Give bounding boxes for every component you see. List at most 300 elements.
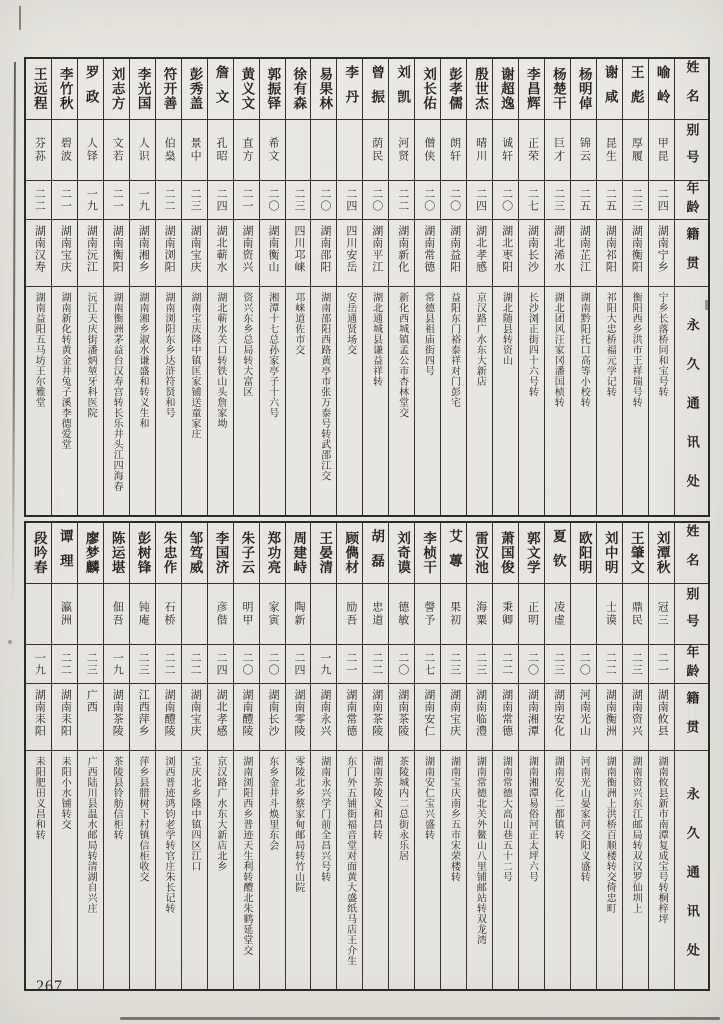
person-alias-text: 人识 [137, 137, 150, 163]
person-name [26, 523, 51, 584]
person-address-text: 湖南黔阳托口高等小校转 [578, 292, 590, 408]
person-address [104, 287, 129, 515]
person-address [571, 287, 596, 515]
person-alias-text: 锦云 [578, 137, 591, 163]
person-address-text: 河南光山晏家河交阳义盛转 [578, 756, 590, 882]
person-address [208, 287, 233, 515]
person-column [234, 59, 260, 515]
person-address [156, 751, 181, 989]
person-alias [467, 584, 492, 645]
person-age [519, 645, 544, 684]
person-age [208, 181, 233, 220]
person-name-text: 欧阳明 [576, 531, 592, 575]
person-address-text: 湖南新化转黄金井兔子溪李德爱堂 [59, 292, 71, 450]
person-address-text: 湖南邵阳西路黄亭市张万泰号转武邵江交 [318, 292, 330, 481]
person-origin [571, 220, 596, 287]
person-address [493, 751, 518, 989]
person-origin-text: 湖北枣阳 [500, 225, 513, 273]
person-origin-text: 湖南耒阳 [33, 689, 46, 737]
person-address-text: 京汉路广水东大新店 [474, 292, 486, 387]
person-origin-text: 湖南茶陵 [396, 689, 409, 737]
person-name-text: 萧国俊 [498, 531, 514, 575]
person-age [260, 645, 285, 684]
person-name-text: 李桢干 [421, 531, 437, 575]
person-origin-text: 湖北孝感 [474, 225, 487, 273]
person-name [415, 59, 440, 120]
person-name-text: 朱子云 [239, 531, 255, 575]
person-origin [260, 684, 285, 751]
person-address-text: 湖北通城县谦益祥转 [370, 292, 382, 387]
person-name [545, 59, 570, 120]
person-column [104, 523, 130, 989]
person-alias [182, 584, 207, 645]
person-alias [130, 120, 155, 181]
person-alias [337, 584, 362, 645]
person-address-text: 茶陵城内二总街永乐居 [396, 756, 408, 861]
person-address-text: 湖南宝庆隆中镇匡家铺送童家庄 [188, 292, 200, 439]
person-column [467, 523, 493, 989]
person-origin-text: 湖南茶陵 [370, 689, 383, 737]
person-origin-text: 湖南醴陵 [241, 689, 254, 737]
person-origin [493, 220, 518, 287]
person-origin-text: 湖南新化 [396, 225, 409, 273]
person-alias-text: 朗轩 [448, 137, 461, 163]
person-address [260, 287, 285, 515]
person-age [208, 645, 233, 684]
person-alias-text: 荫民 [370, 137, 383, 163]
person-column [260, 523, 286, 989]
person-alias [493, 584, 518, 645]
person-origin [311, 220, 336, 287]
person-origin-text: 湖北蕲水 [215, 225, 228, 273]
person-address [415, 287, 440, 515]
person-origin [337, 220, 362, 287]
person-column [130, 59, 156, 515]
person-origin [363, 684, 388, 751]
person-name-text: 廖梦麟 [83, 531, 99, 575]
person-name-text: 王彪 [628, 64, 644, 114]
person-address-text: 湖南湘潭易俗河正太坪六号 [526, 756, 538, 882]
column-header-text: 姓名 [684, 60, 700, 118]
person-address-text: 湖北蕲水关口转铁山头詹家坳 [214, 292, 226, 429]
person-alias [467, 120, 492, 181]
person-column [156, 523, 182, 989]
person-age-text: 二四 [474, 188, 487, 212]
person-age-text: 二一 [344, 652, 357, 676]
person-name [260, 523, 285, 584]
person-column [234, 523, 260, 989]
person-origin-text: 湖南安仁 [422, 689, 435, 737]
person-age-text: 二三 [448, 652, 461, 676]
person-age-text: 二〇 [500, 188, 513, 212]
person-column [311, 523, 337, 989]
person-alias [337, 120, 362, 181]
person-origin-text: 湖南祁阳 [604, 225, 617, 273]
person-name [441, 59, 466, 120]
person-address [286, 287, 311, 515]
person-alias-text: 正荣 [526, 137, 539, 163]
person-address [571, 751, 596, 989]
person-name-text: 周建峙 [291, 531, 307, 575]
person-age-text: 二〇 [318, 188, 331, 212]
person-address-text: 湖南常德大高山巷五十二号 [500, 756, 512, 882]
person-name-text: 彭树锋 [135, 531, 151, 575]
person-origin [337, 684, 362, 751]
person-age [26, 181, 51, 220]
person-origin [545, 684, 570, 751]
person-alias-text: 孔昭 [215, 137, 228, 163]
person-alias [260, 584, 285, 645]
person-name-text: 喻岭 [654, 64, 670, 114]
person-column [597, 59, 623, 515]
person-alias [519, 120, 544, 181]
person-alias [52, 120, 77, 181]
person-origin [545, 220, 570, 287]
person-age-text: 二二 [163, 652, 176, 676]
person-address [78, 287, 103, 515]
person-address [286, 751, 311, 989]
person-alias-text: 石桥 [163, 601, 176, 627]
person-name-text: 雷汉池 [472, 531, 488, 575]
person-column [337, 59, 363, 515]
person-address [389, 751, 414, 989]
person-origin [597, 684, 622, 751]
person-alias [78, 120, 103, 181]
person-name [208, 59, 233, 120]
person-age-text: 二二 [370, 652, 383, 676]
person-column [519, 59, 545, 515]
person-origin-text: 四川安岳 [344, 225, 357, 273]
person-age [104, 181, 129, 220]
person-address [493, 287, 518, 515]
person-origin [649, 220, 674, 287]
person-address-text: 湖北随县转资山 [500, 292, 512, 366]
person-origin-text: 湖南芷江 [578, 225, 591, 273]
person-alias [208, 584, 233, 645]
person-name-text: 郭振铎 [265, 67, 281, 111]
person-address-text: 耒阳小水铺转交 [59, 756, 71, 830]
person-alias-text: 希文 [266, 137, 279, 163]
person-origin [649, 684, 674, 751]
person-name-text: 刘长佑 [421, 67, 437, 111]
person-origin-text: 湖南汉寿 [33, 225, 46, 273]
person-age [78, 181, 103, 220]
person-column [208, 523, 234, 989]
column-header-text: 籍贯 [684, 690, 700, 749]
person-age-text: 二一 [111, 188, 124, 212]
person-alias-text: 伯燊 [163, 137, 176, 163]
person-alias [571, 584, 596, 645]
column-header-text: 永久通讯处 [684, 318, 700, 513]
person-age [130, 645, 155, 684]
person-origin [519, 220, 544, 287]
person-origin [26, 220, 51, 287]
person-origin [286, 684, 311, 751]
person-age-text: 二二 [396, 188, 409, 212]
person-alias-text: 果初 [448, 601, 461, 627]
person-origin [493, 684, 518, 751]
person-alias [104, 584, 129, 645]
person-column [519, 523, 545, 989]
person-address-text: 湖南攸县新市南潭复成宝号转桐梓坪 [656, 756, 668, 924]
person-origin [156, 684, 181, 751]
person-age [52, 645, 77, 684]
person-alias-text: 陶新 [292, 601, 305, 627]
person-alias-text: 家寅 [266, 601, 279, 627]
person-origin [182, 220, 207, 287]
person-age [337, 645, 362, 684]
person-origin [208, 220, 233, 287]
person-alias-text: 甲昆 [656, 137, 669, 163]
person-age [519, 181, 544, 220]
person-alias-text: 碧波 [59, 137, 72, 163]
person-column [26, 523, 52, 989]
person-address-text: 祁阳大忠桥福元学记转 [604, 292, 616, 397]
person-alias [26, 120, 51, 181]
person-name-text: 符开善 [161, 67, 177, 111]
person-origin [467, 684, 492, 751]
person-address [182, 751, 207, 989]
person-age-text: 二三 [630, 652, 643, 676]
person-origin [52, 684, 77, 751]
person-name [519, 59, 544, 120]
person-age-text: 一九 [137, 188, 150, 212]
person-origin-text: 湖南衡山 [266, 225, 279, 273]
person-alias-text: 忠道 [370, 601, 383, 627]
person-age-text: 二〇 [526, 652, 539, 676]
person-name [311, 523, 336, 584]
person-age [623, 645, 648, 684]
person-age-text: 二三 [552, 188, 565, 212]
person-column [182, 59, 208, 515]
person-name [156, 523, 181, 584]
person-address [156, 287, 181, 515]
person-origin-text: 四川邛崃 [292, 225, 305, 273]
column-header [675, 120, 708, 181]
person-address-text: 湖南宝庆南乡五市宋荣楼转 [448, 756, 460, 882]
person-alias [286, 120, 311, 181]
person-alias [415, 120, 440, 181]
person-alias-text: 文若 [111, 137, 124, 163]
person-name-text: 彭秀盖 [187, 67, 203, 111]
person-name [623, 523, 648, 584]
person-name-text: 刘潭秋 [654, 531, 670, 575]
person-address-text: 耒阳肥田义昌和转 [33, 756, 45, 840]
person-alias [311, 120, 336, 181]
person-name [260, 59, 285, 120]
person-alias [182, 120, 207, 181]
person-origin [415, 684, 440, 751]
person-name [286, 59, 311, 120]
person-age-text: 一九 [85, 188, 98, 212]
person-age [467, 645, 492, 684]
person-address-text: 宁乡长落桥同和宝号转 [656, 292, 668, 397]
scan-artifact [8, 640, 12, 644]
person-name-text: 徐有森 [291, 67, 307, 111]
person-column [389, 59, 415, 515]
person-name-text: 李昌辉 [524, 67, 540, 111]
person-origin-text: 湖南安化 [552, 689, 565, 737]
person-name-text: 夏钦 [550, 528, 566, 578]
person-name-text: 王远程 [31, 67, 47, 111]
person-name-text: 刘凯 [395, 64, 411, 114]
person-name [156, 59, 181, 120]
person-name-text: 刘中明 [602, 531, 618, 575]
person-origin-text: 湖南沅江 [85, 225, 98, 273]
person-alias [649, 584, 674, 645]
person-origin-text: 湖南永兴 [318, 689, 331, 737]
person-name-text: 艾蓴 [447, 528, 463, 578]
person-age-text: 二七 [526, 188, 539, 212]
person-address [597, 751, 622, 989]
column-header-text: 年龄 [684, 645, 700, 683]
person-name [571, 523, 596, 584]
person-name [311, 59, 336, 120]
person-age-text: 二三 [474, 652, 487, 676]
person-age [493, 645, 518, 684]
person-origin [52, 220, 77, 287]
person-name [493, 59, 518, 120]
person-age-text: 二四 [215, 652, 228, 676]
person-address [415, 751, 440, 989]
column-header [675, 220, 708, 287]
person-address-text: 湖南永兴学门前全昌兴号转 [318, 756, 330, 882]
person-origin-text: 湖南攸县 [656, 689, 669, 737]
person-age [649, 181, 674, 220]
person-origin-text: 湖南临澧 [474, 689, 487, 737]
person-origin-text: 湖南零陵 [292, 689, 305, 737]
person-column [545, 523, 571, 989]
person-origin-text: 湖南益阳 [448, 225, 461, 273]
person-name [363, 59, 388, 120]
person-alias [260, 120, 285, 181]
person-alias [519, 584, 544, 645]
person-origin [389, 220, 414, 287]
person-age-text: 二〇 [370, 188, 383, 212]
person-address-text: 湘潭十七总孙家亭子十六号 [266, 292, 278, 418]
person-origin-text: 湖南宝庆 [189, 689, 202, 737]
person-address [441, 287, 466, 515]
person-name-text: 罗政 [83, 64, 99, 114]
person-address-text: 湖南益阳五马坊王尔雅堂 [33, 292, 45, 408]
person-age [311, 645, 336, 684]
person-address-text: 湖南安仁宝兴盛转 [422, 756, 434, 840]
person-alias-text: 瀛洲 [59, 601, 72, 627]
person-origin [286, 220, 311, 287]
person-age-text: 二三 [189, 188, 202, 212]
person-address [519, 751, 544, 989]
column-header [675, 181, 708, 220]
column-header-text: 别号 [684, 587, 700, 641]
column-header-text: 姓名 [684, 524, 700, 582]
person-origin-text: 湖北孝感 [215, 689, 228, 737]
person-alias-text: 励吾 [344, 601, 357, 627]
person-origin [130, 684, 155, 751]
person-age-text: 二〇 [266, 188, 279, 212]
person-name [545, 523, 570, 584]
person-alias [208, 120, 233, 181]
person-name-text: 郭文学 [524, 531, 540, 575]
person-age [649, 645, 674, 684]
person-age [337, 181, 362, 220]
person-age [286, 181, 311, 220]
person-address-text: 湖南浏阳西乡普迹天生利转醴北朱鹤延堂交 [240, 756, 252, 956]
person-origin [78, 684, 103, 751]
person-column [441, 523, 467, 989]
person-name-text: 谢超逸 [498, 67, 514, 111]
person-name [208, 523, 233, 584]
person-alias-text: 冠三 [656, 601, 669, 627]
person-column [52, 59, 78, 515]
person-age-text: 二二 [163, 188, 176, 212]
person-name [597, 59, 622, 120]
person-name-text: 李国济 [213, 531, 229, 575]
person-age-text: 二二 [500, 652, 513, 676]
person-origin [311, 684, 336, 751]
person-age [26, 645, 51, 684]
person-alias [571, 120, 596, 181]
person-address-text: 湖南浏阳东乡达浒符贤和号 [162, 292, 174, 418]
person-alias [623, 120, 648, 181]
person-age [234, 181, 259, 220]
person-age-text: 二一 [656, 652, 669, 676]
person-name-text: 谭理 [57, 528, 73, 578]
person-age [78, 645, 103, 684]
column-header-text: 籍贯 [684, 226, 700, 285]
person-name [519, 523, 544, 584]
person-address [441, 751, 466, 989]
person-name-text: 殷世杰 [472, 67, 488, 111]
person-origin [156, 220, 181, 287]
person-address-text: 益阳东门裕泰祥对门彭宅 [448, 292, 460, 408]
person-address [623, 287, 648, 515]
person-origin [260, 220, 285, 287]
person-alias [26, 584, 51, 645]
person-address-text: 萍乡县腊树下村镇信柜收交 [137, 756, 149, 882]
person-address-text: 京汉路广水东大新店北乡 [214, 756, 226, 872]
person-address-text: 东乡金井斗焕里东会 [266, 756, 278, 851]
person-alias-text: 巨才 [552, 137, 565, 163]
person-age-text: 二二 [604, 652, 617, 676]
person-column [649, 59, 675, 515]
person-address [467, 287, 492, 515]
person-name [286, 523, 311, 584]
person-name-text: 曾振 [369, 64, 385, 114]
person-column [623, 523, 649, 989]
person-name-text: 易果林 [317, 67, 333, 111]
person-age-text: 二三 [630, 188, 643, 212]
person-column [545, 59, 571, 515]
person-name [649, 59, 674, 120]
person-age [389, 181, 414, 220]
person-name [78, 523, 103, 584]
person-address-text: 邛崃道佐市交 [292, 292, 304, 355]
person-origin-text: 湖南宝庆 [189, 225, 202, 273]
person-name [623, 59, 648, 120]
person-origin [597, 220, 622, 287]
person-origin [182, 684, 207, 751]
person-column [78, 59, 104, 515]
person-age-text: 二〇 [448, 188, 461, 212]
person-alias-text: 海粟 [474, 601, 487, 627]
column-header-text: 永久通讯处 [684, 787, 700, 982]
person-alias-text: 昆生 [604, 137, 617, 163]
person-alias [286, 584, 311, 645]
person-age [156, 645, 181, 684]
person-age-text: 二三 [292, 188, 305, 212]
person-origin-text: 湖南浏阳 [163, 225, 176, 273]
person-name-text: 朱忠作 [161, 531, 177, 575]
